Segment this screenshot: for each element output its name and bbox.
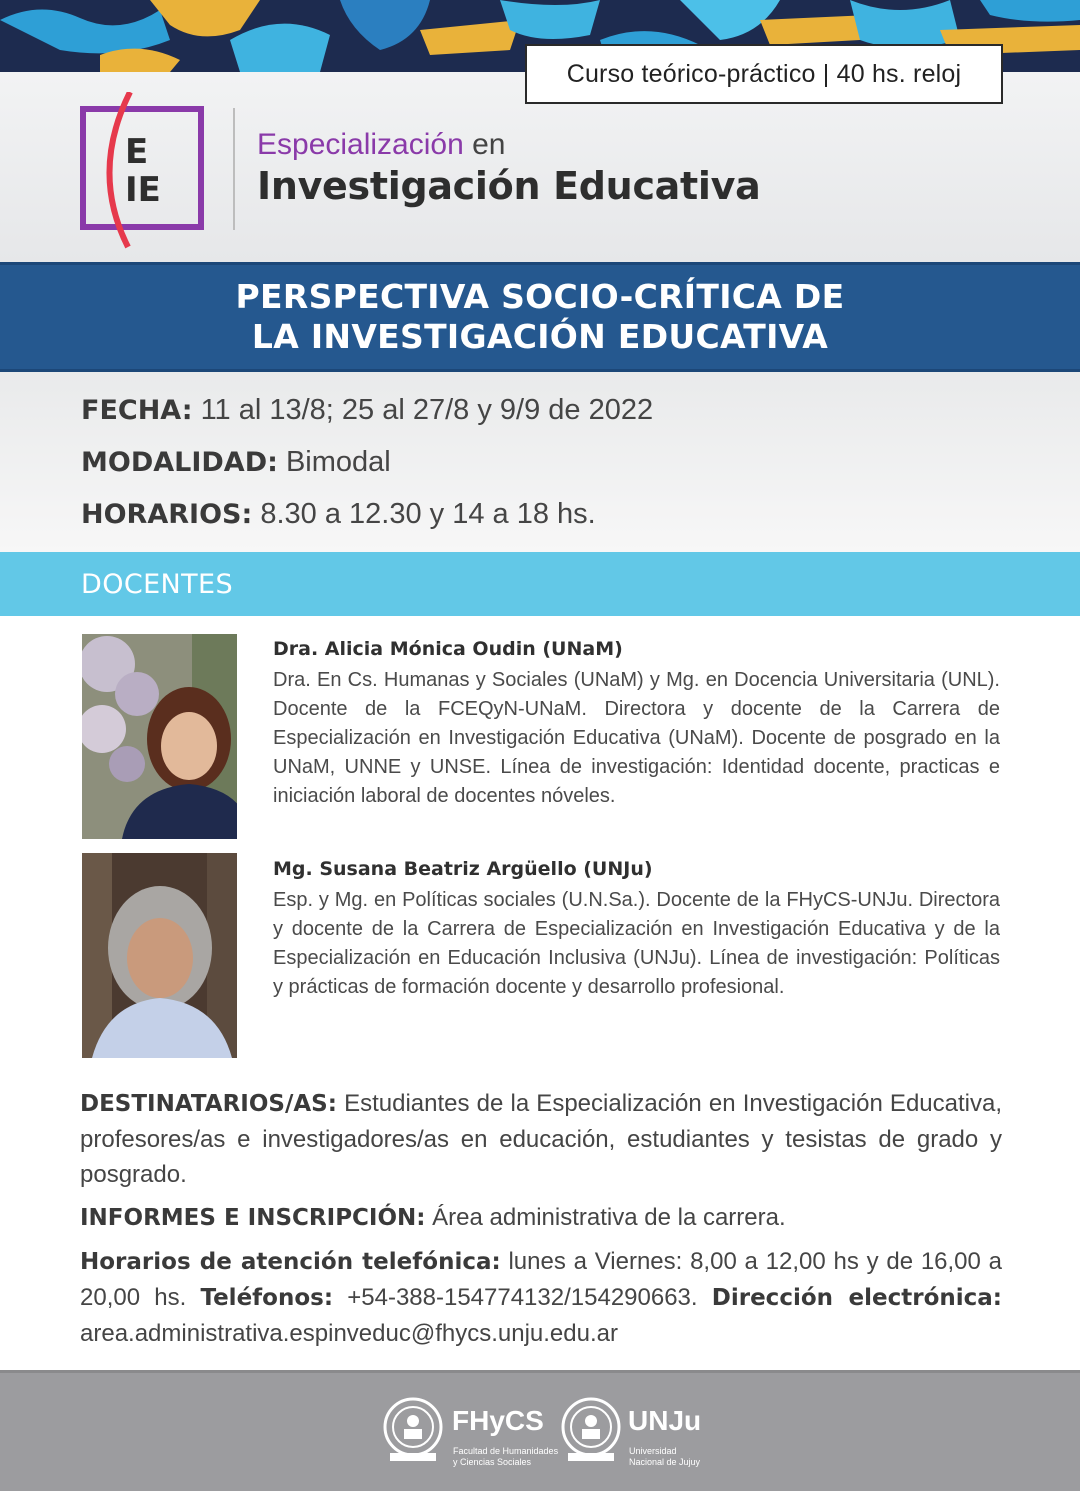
informes-paragraph (80, 1200, 1002, 1236)
docente-photo-1 (82, 634, 237, 839)
fhycs-name: FHyCS (452, 1405, 544, 1436)
docente-2 (273, 858, 1000, 1002)
contacto-paragraph (80, 1244, 1002, 1351)
logo-letter-e: E (125, 132, 149, 172)
horarios-label: HORARIOS: (81, 499, 253, 530)
docentes-band (0, 552, 1080, 616)
brand-specialization: Especialización (257, 128, 464, 161)
informes-text: Área administrativa de la carrera. (432, 1204, 786, 1231)
informes-label: INFORMES E INSCRIPCIÓN: (80, 1205, 426, 1231)
horarios-value: 8.30 a 12.30 y 14 a 18 hs. (260, 498, 596, 530)
brand-en: en (472, 128, 506, 161)
modalidad-value: Bimodal (285, 446, 391, 478)
fhycs-seal-icon (382, 1395, 444, 1471)
modalidad-line (81, 446, 391, 479)
brand-title: Investigación Educativa (257, 164, 761, 208)
docente-2-bio: Esp. y Mg. en Políticas sociales (U.N.Sa.). Docente de la FHyCS-UNJu. Directora y docente de la Carrera de Especialización en Investigación Educativa y de la Especialización en Educación Inclusiva (UNJu). Línea de investigación: Políticas y prácticas de formación docente y desarrollo profesional. (273, 889, 1000, 998)
fecha-line (81, 394, 653, 427)
telefonos-label: Teléfonos: (200, 1285, 334, 1311)
logo-letter-ie: IE (125, 170, 161, 210)
docentes-heading: DOCENTES (81, 569, 234, 600)
eie-logo (80, 92, 230, 252)
destinatarios-text: Estudiantes de la Especialización en Investigación Educativa, profesores/as e investigadores/as en educación, estudiantes y tesistas de grado y posgrado. (80, 1090, 1002, 1188)
telefonos-text: +54-388-154774132/154290663. (347, 1284, 698, 1311)
docente-1-name: Dra. Alicia Mónica Oudin (UNaM) (273, 638, 623, 660)
destinatarios-label: DESTINATARIOS/AS: (80, 1091, 337, 1117)
course-title-line-2: LA INVESTIGACIÓN EDUCATIVA (251, 317, 829, 356)
fhycs-sub-1: Facultad de Humanidades (453, 1446, 559, 1456)
email-address[interactable]: area.administrativa.espinveduc@fhycs.unju.edu.ar (80, 1320, 618, 1347)
destinatarios-paragraph (80, 1086, 1002, 1192)
horarios-atencion-text: lunes a Viernes: 8,00 a 12,00 hs y de 16,00 a 20,00 hs. (80, 1248, 1002, 1311)
unju-seal-icon (560, 1395, 622, 1471)
docente-photo-2 (82, 853, 237, 1058)
course-title-band (0, 262, 1080, 372)
footer (0, 1370, 1080, 1491)
unju-sub-1: Universidad (629, 1446, 677, 1456)
course-type-tag: Curso teórico-práctico | 40 hs. reloj (525, 44, 1003, 104)
modalidad-label: MODALIDAD: (81, 447, 278, 478)
fecha-label: FECHA: (81, 395, 193, 426)
unju-name: UNJu (628, 1405, 702, 1436)
email-label: Dirección electrónica: (711, 1285, 1002, 1311)
unju-sub-2: Nacional de Jujuy (629, 1457, 701, 1467)
horarios-line (81, 498, 596, 531)
brand-subtitle (257, 128, 506, 162)
fecha-value: 11 al 13/8; 25 al 27/8 y 9/9 de 2022 (200, 394, 654, 426)
docente-1-bio: Dra. En Cs. Humanas y Sociales (UNaM) y Mg. en Docencia Universitaria (UNL). Docente de la FCEQyN-UNaM. Directora y docente de la Carrera de Especialización en Investigación Educativa (UNaM). Docente de posgrado en la UNaM, UNNE y UNSE. Línea de investigación: Identidad docente, practicas e iniciación laboral de docentes nóveles. (273, 669, 1000, 807)
docente-2-name: Mg. Susana Beatriz Argüello (UNJu) (273, 858, 653, 880)
docente-1 (273, 638, 1000, 811)
fhycs-sub-2: y Ciencias Sociales (453, 1457, 532, 1467)
course-title-line-1: PERSPECTIVA SOCIO-CRÍTICA DE (235, 277, 845, 316)
logo-divider (233, 108, 235, 230)
horarios-atencion-label: Horarios de atención telefónica: (80, 1249, 501, 1275)
